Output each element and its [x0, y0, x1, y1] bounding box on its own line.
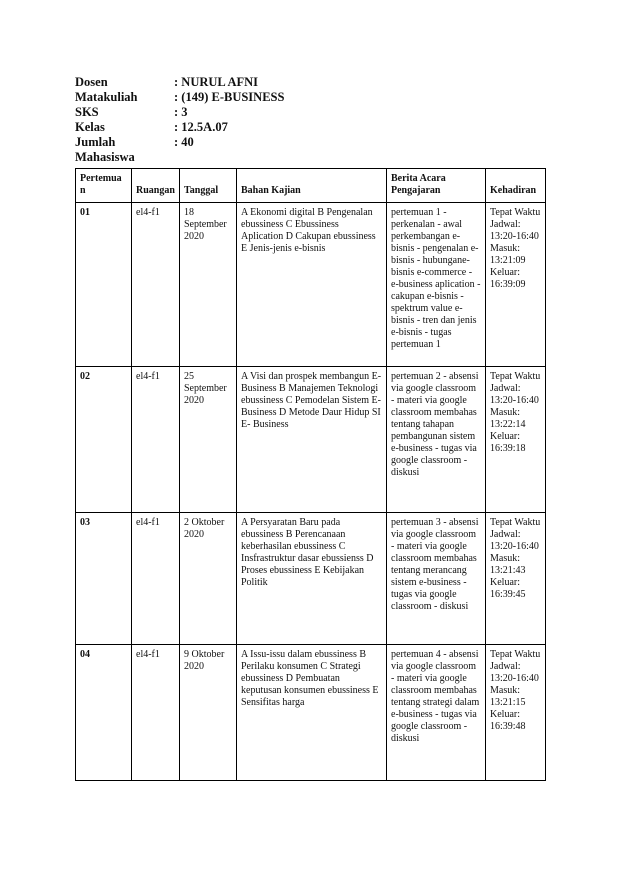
header-ruangan: Ruangan [132, 169, 180, 203]
sks-label: SKS [75, 105, 99, 119]
table-header-row [76, 169, 546, 203]
cell-bahan-kajian: A Visi dan prospek membangun E- Business B Manajemen Teknologi ebussiness C Pemodelan Sistem E- Business D Metode Daur Hidup SI E- Business [237, 367, 387, 513]
header-berita-acara: Berita Acara Pengajaran [387, 169, 486, 203]
cell-bahan-kajian: A Ekonomi digital B Pengenalan ebussiness C Ebussiness Aplication D Cakupan ebussiness E Jenis-jenis e-bisnis [237, 203, 387, 367]
table-row [76, 513, 546, 645]
matakuliah-label: Matakuliah [75, 90, 138, 104]
cell-bahan-kajian: A Persyaratan Baru pada ebussiness B Perencanaan keberhasilan ebussiness C Insfrastruktur dasar ebussienss D Proses ebussiness E Kebijakan Politik [237, 513, 387, 645]
dosen-label: Dosen [75, 75, 108, 89]
cell-ruangan: el4-f1 [132, 367, 180, 513]
kelas-label: Kelas [75, 120, 105, 134]
table-row [76, 367, 546, 513]
cell-kehadiran: Tepat Waktu Jadwal: 13:20-16:40 Masuk: 13:21:43 Keluar: 16:39:45 [486, 513, 546, 645]
course-info [75, 75, 284, 165]
cell-kehadiran: Tepat Waktu Jadwal: 13:20-16:40 Masuk: 13:21:15 Keluar: 16:39:48 [486, 645, 546, 781]
cell-pertemuan: 04 [76, 645, 132, 781]
cell-kehadiran: Tepat Waktu Jadwal: 13:20-16:40 Masuk: 13:21:09 Keluar: 16:39:09 [486, 203, 546, 367]
header-tanggal: Tanggal [180, 169, 237, 203]
cell-tanggal: 18 September 2020 [180, 203, 237, 367]
kelas-row [75, 120, 284, 135]
table-row [76, 203, 546, 367]
cell-kehadiran: Tepat Waktu Jadwal: 13:20-16:40 Masuk: 13:22:14 Keluar: 16:39:18 [486, 367, 546, 513]
cell-pertemuan: 01 [76, 203, 132, 367]
cell-berita-acara: pertemuan 1 - perkenalan - awal perkembangan e-bisnis - pengenalan e-bisnis - hubungane-bisnis e-commerce - e-business aplication - cakupan e-bisnis - spektrum value e-bisnis - tren dan jenis e-bisnis - tugas pertemuan 1 [387, 203, 486, 367]
jumlah-label: Jumlah Mahasiswa [75, 135, 135, 164]
header-pertemuan: Pertemuan [76, 169, 132, 203]
matakuliah-value: : (149) E-BUSINESS [174, 90, 285, 104]
dosen-value: : NURUL AFNI [174, 75, 259, 89]
cell-ruangan: el4-f1 [132, 203, 180, 367]
kelas-value: : 12.5A.07 [174, 120, 228, 134]
cell-ruangan: el4-f1 [132, 513, 180, 645]
cell-ruangan: el4-f1 [132, 645, 180, 781]
cell-berita-acara: pertemuan 4 - absensi via google classroom - materi via google classroom membahas tentang strategi dalam e-business - tugas via google classroom - diskusi [387, 645, 486, 781]
matakuliah-row [75, 90, 284, 105]
cell-tanggal: 9 Oktober 2020 [180, 645, 237, 781]
dosen-row [75, 75, 284, 90]
sks-row [75, 105, 284, 120]
sks-value: : 3 [174, 105, 188, 119]
header-bahan-kajian: Bahan Kajian [237, 169, 387, 203]
header-kehadiran: Kehadiran [486, 169, 546, 203]
jumlah-value: : 40 [174, 135, 194, 149]
cell-tanggal: 2 Oktober 2020 [180, 513, 237, 645]
table-row [76, 645, 546, 781]
cell-tanggal: 25 September 2020 [180, 367, 237, 513]
cell-pertemuan: 02 [76, 367, 132, 513]
cell-berita-acara: pertemuan 3 - absensi via google classroom - materi via google classroom membahas tentang merancang sistem e-business - tugas via google classroom - diskusi [387, 513, 486, 645]
attendance-table [75, 168, 546, 781]
cell-pertemuan: 03 [76, 513, 132, 645]
jumlah-row [75, 135, 284, 165]
cell-bahan-kajian: A Issu-issu dalam ebussiness B Perilaku konsumen C Strategi ebussiness D Pembuatan keputusan konsumen ebussiness E Sensifitas harga [237, 645, 387, 781]
cell-berita-acara: pertemuan 2 - absensi via google classroom - materi via google classroom membahas tentang tahapan pembangunan sistem e-business - tugas via google classroom - diskusi [387, 367, 486, 513]
